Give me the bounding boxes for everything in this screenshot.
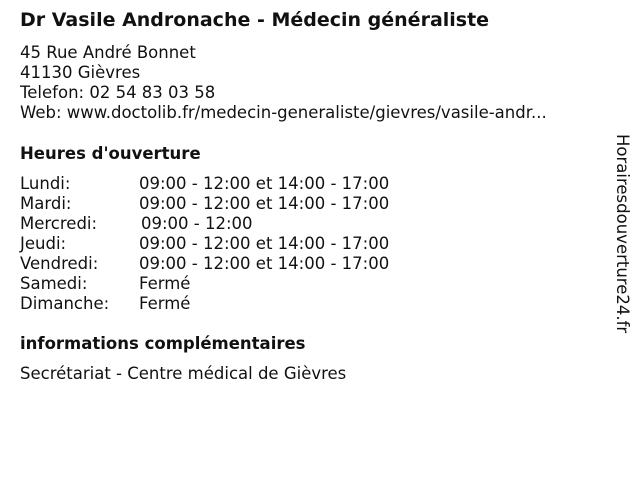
additional-info-heading: informations complémentaires [20,334,306,353]
site-watermark: Horairesdouverture24.fr [613,134,632,334]
hours-row-sunday [20,294,440,314]
additional-info-text: Secrétariat - Centre médical de Gièvres [20,364,347,383]
hours-value: 09:00 - 12:00 et 14:00 - 17:00 [139,194,390,213]
hours-row-monday [20,174,440,194]
day-label: Vendredi: [20,254,99,273]
hours-value: Fermé [139,294,191,313]
day-label: Samedi: [20,274,88,293]
city-address: 41130 Gièvres [20,63,141,82]
hours-value: 09:00 - 12:00 [141,214,253,233]
contact-details [20,43,547,123]
day-label: Lundi: [20,174,71,193]
phone-number: Telefon: 02 54 83 03 58 [20,83,216,102]
opening-hours-heading: Heures d'ouverture [20,144,201,163]
hours-value: 09:00 - 12:00 et 14:00 - 17:00 [139,234,390,253]
street-address: 45 Rue André Bonnet [20,43,196,62]
hours-value: 09:00 - 12:00 et 14:00 - 17:00 [139,174,390,193]
hours-row-thursday [20,234,440,254]
opening-hours-list [20,174,440,314]
hours-row-wednesday [20,214,440,234]
hours-value: Fermé [139,274,191,293]
hours-row-saturday [20,274,440,294]
day-label: Mardi: [20,194,72,213]
hours-row-friday [20,254,440,274]
page-title: Dr Vasile Andronache - Médecin généraliste [20,9,490,31]
hours-row-tuesday [20,194,440,214]
hours-value: 09:00 - 12:00 et 14:00 - 17:00 [139,254,390,273]
day-label: Dimanche: [20,294,110,313]
day-label: Jeudi: [20,234,67,253]
website-link[interactable]: Web: www.doctolib.fr/medecin-generaliste/gievres/vasile-andr... [20,103,547,122]
day-label: Mercredi: [20,214,98,233]
